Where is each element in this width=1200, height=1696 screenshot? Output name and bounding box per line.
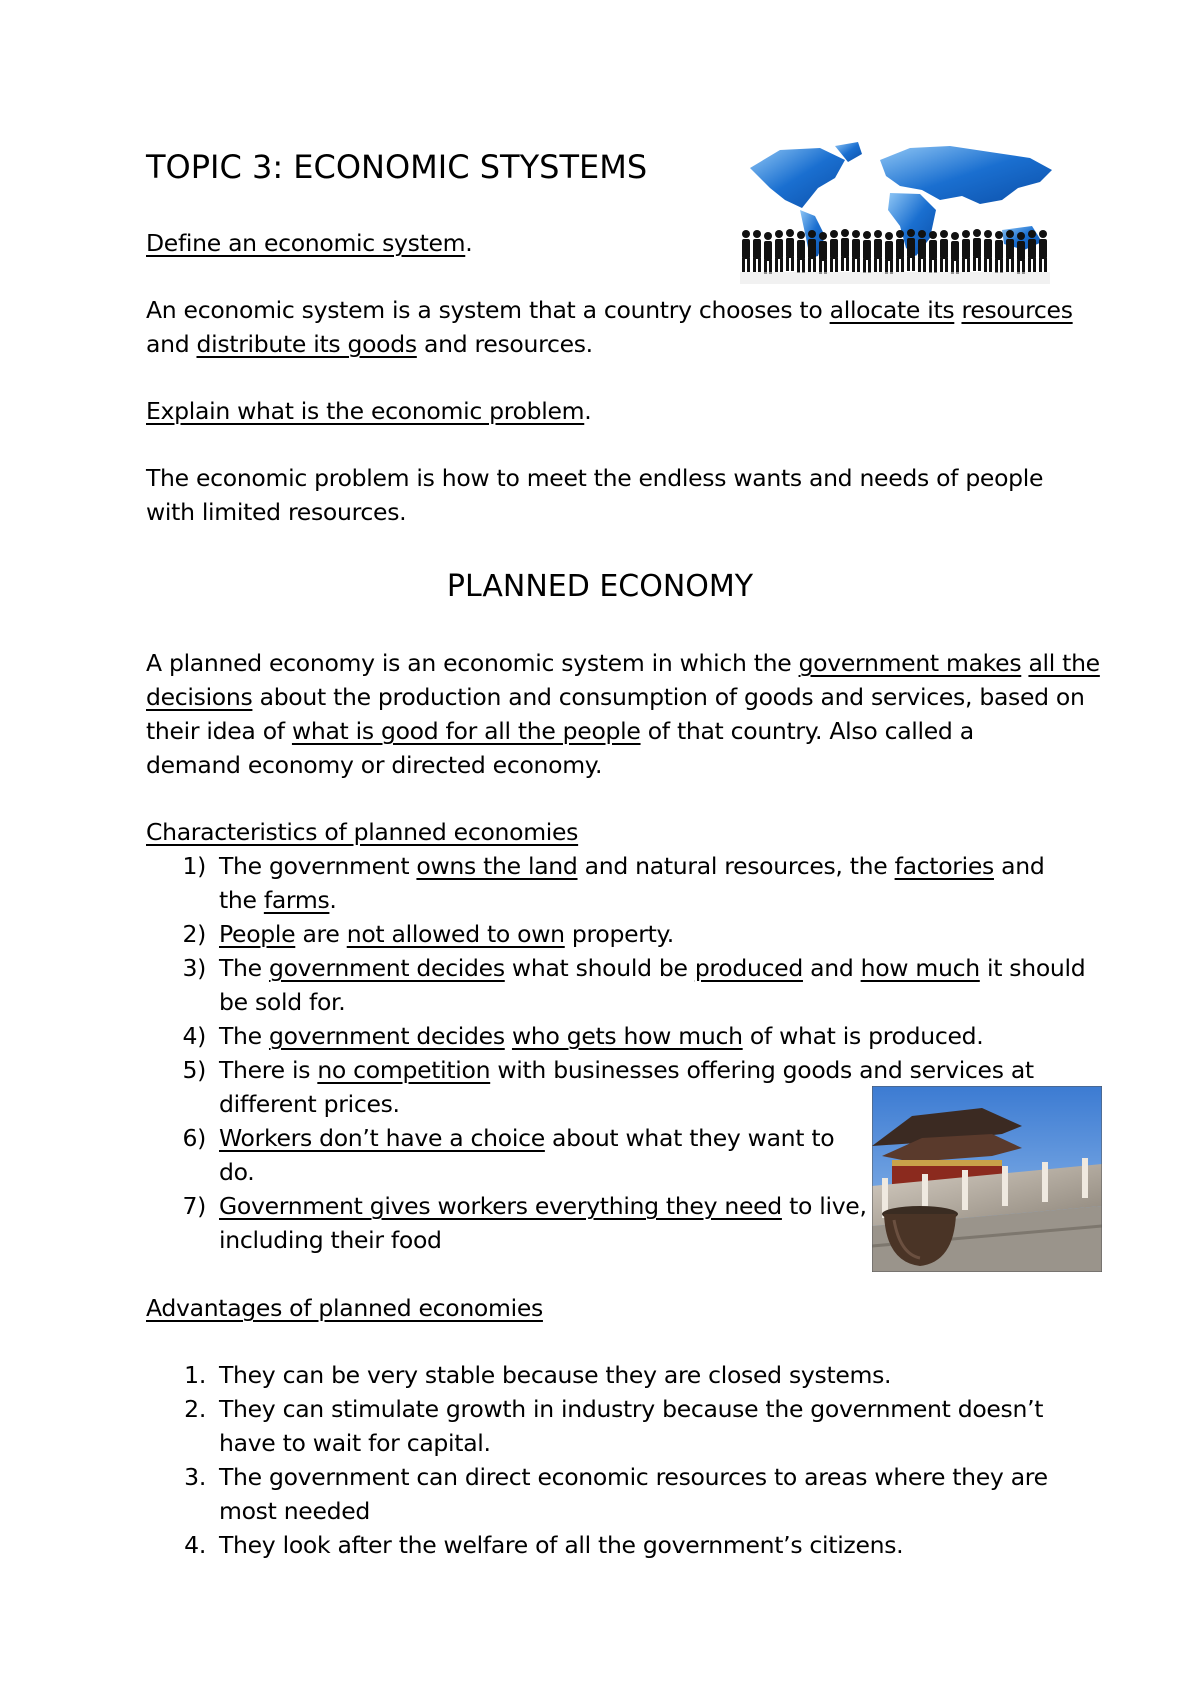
characteristic-item-cont: be sold for.	[219, 988, 346, 1016]
problem-answer-line-2: with limited resources.	[146, 498, 407, 526]
advantage-item: They can be very stable because they are closed systems.	[219, 1361, 892, 1389]
characteristic-item: The government decides who gets how much of what is produced.	[219, 1022, 984, 1050]
characteristic-number: 4)	[182, 1022, 206, 1050]
characteristic-number: 2)	[182, 920, 206, 948]
world-map-people-image	[740, 138, 1060, 288]
advantages-heading: Advantages of planned economies	[146, 1294, 543, 1322]
planned-def-line-2: decisions about the production and consumption of goods and services, based on	[146, 683, 1085, 711]
characteristic-number: 1)	[182, 852, 206, 880]
advantage-item: They look after the welfare of all the government’s citizens.	[219, 1531, 904, 1559]
define-answer-line-2: and distribute its goods and resources.	[146, 330, 593, 358]
characteristic-item: Government gives workers everything they need to live,	[219, 1192, 867, 1220]
define-question: Define an economic system.	[146, 229, 473, 257]
characteristics-heading: Characteristics of planned economies	[146, 818, 579, 846]
characteristic-number: 5)	[182, 1056, 206, 1084]
chinese-palace-photo	[872, 1086, 1102, 1272]
advantage-number: 4.	[184, 1531, 206, 1559]
problem-answer-line-1: The economic problem is how to meet the endless wants and needs of people	[146, 464, 1044, 492]
characteristic-item: The government decides what should be produced and how much it should	[219, 954, 1086, 982]
characteristic-item: Workers don’t have a choice about what they want to	[219, 1124, 835, 1152]
advantage-number: 3.	[184, 1463, 206, 1491]
characteristic-item-cont: different prices.	[219, 1090, 400, 1118]
problem-question: Explain what is the economic problem.	[146, 397, 592, 425]
planned-economy-heading: PLANNED ECONOMY	[446, 569, 754, 604]
page-title: TOPIC 3: ECONOMIC STYSTEMS	[146, 148, 648, 186]
characteristic-item: There is no competition with businesses offering goods and services at	[219, 1056, 1034, 1084]
characteristic-item-cont: including their food	[219, 1226, 442, 1254]
characteristic-item-cont: do.	[219, 1158, 255, 1186]
characteristic-item: People are not allowed to own property.	[219, 920, 674, 948]
advantage-item-cont: have to wait for capital.	[219, 1429, 491, 1457]
advantage-number: 2.	[184, 1395, 206, 1423]
planned-def-line-1: A planned economy is an economic system in which the government makes all the	[146, 649, 1100, 677]
characteristic-number: 6)	[182, 1124, 206, 1152]
define-answer-line-1: An economic system is a system that a country chooses to allocate its resources	[146, 296, 1073, 324]
characteristic-item: The government owns the land and natural resources, the factories and	[219, 852, 1045, 880]
advantage-item-cont: most needed	[219, 1497, 370, 1525]
characteristic-number: 3)	[182, 954, 206, 982]
characteristic-item-cont: the farms.	[219, 886, 337, 914]
advantage-item: They can stimulate growth in industry because the government doesn’t	[219, 1395, 1044, 1423]
planned-def-line-3: their idea of what is good for all the people of that country. Also called a	[146, 717, 974, 745]
planned-def-line-4: demand economy or directed economy.	[146, 751, 603, 779]
characteristic-number: 7)	[182, 1192, 206, 1220]
advantage-number: 1.	[184, 1361, 206, 1389]
advantage-item: The government can direct economic resources to areas where they are	[219, 1463, 1048, 1491]
